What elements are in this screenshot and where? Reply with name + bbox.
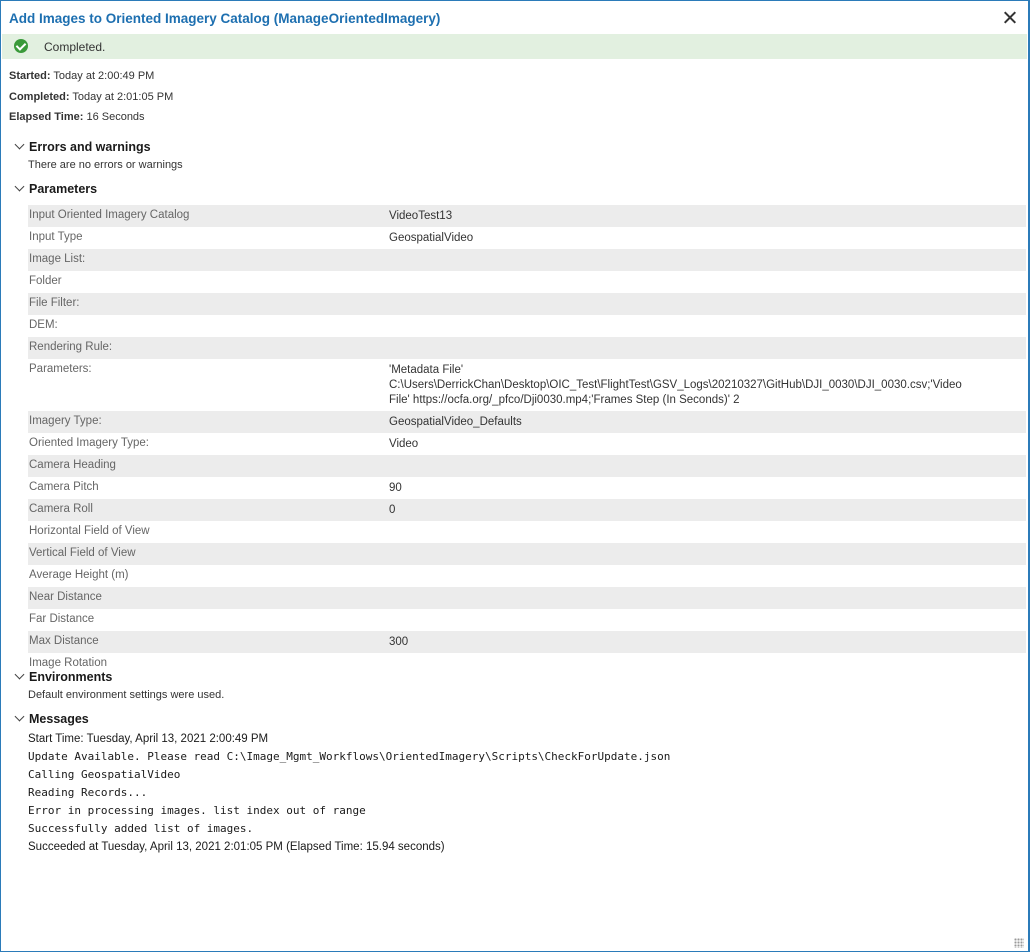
parameter-row xyxy=(28,477,1026,499)
parameter-name: Image List: xyxy=(29,253,86,265)
parameter-row xyxy=(28,293,1026,315)
resize-grip-icon[interactable] xyxy=(1014,938,1024,948)
chevron-down-icon xyxy=(15,670,25,680)
elapsed-value: 16 Seconds xyxy=(86,111,145,123)
parameter-value xyxy=(389,543,1026,550)
parameter-row xyxy=(28,565,1026,587)
started-line xyxy=(9,70,154,82)
parameter-name: Far Distance xyxy=(29,613,95,625)
parameter-row xyxy=(28,249,1026,271)
parameter-value: 'Metadata File' C:\Users\DerrickChan\Desktop\OIC_Test\FlightTest\GSV_Logs\20210327\GitHub\DJI_0030\DJI_0030.csv;'Video File' https://ocfa.org/_pfco/Dji0030.mp4;'Frames Step (In Seconds)' 2 xyxy=(389,364,962,406)
environments-heading: Environments xyxy=(29,670,113,684)
parameter-row xyxy=(28,499,1026,521)
parameter-name: Camera Pitch xyxy=(29,481,99,493)
parameter-name: Image Rotation xyxy=(29,657,107,669)
elapsed-label: Elapsed Time: xyxy=(9,111,84,123)
messages-heading: Messages xyxy=(29,712,89,726)
parameter-value xyxy=(389,315,1026,322)
parameter-row xyxy=(28,609,1026,631)
parameter-value: VideoTest13 xyxy=(389,210,453,222)
elapsed-line xyxy=(9,111,145,123)
parameter-row xyxy=(28,433,1026,455)
parameter-row xyxy=(28,411,1026,433)
parameter-name: Parameters: xyxy=(29,363,92,375)
messages-section-header[interactable] xyxy=(16,712,89,726)
message-line: Successfully added list of images. xyxy=(28,822,254,835)
parameter-row xyxy=(28,337,1026,359)
status-banner xyxy=(2,34,1027,59)
parameter-name: Input Type xyxy=(29,231,83,243)
completed-value: Today at 2:01:05 PM xyxy=(72,91,174,103)
parameter-row xyxy=(28,543,1026,565)
parameter-name: Imagery Type: xyxy=(29,415,102,427)
chevron-down-icon xyxy=(15,140,25,150)
parameter-value xyxy=(389,455,1026,462)
parameter-name: Near Distance xyxy=(29,591,102,603)
parameters-heading: Parameters xyxy=(29,182,98,196)
parameter-value xyxy=(389,293,1026,300)
parameter-value xyxy=(389,249,1026,256)
message-line: Error in processing images. list index out of range xyxy=(28,804,366,817)
completed-label: Completed: xyxy=(9,91,70,103)
parameter-value: GeospatialVideo xyxy=(389,232,474,244)
parameter-value xyxy=(389,609,1026,616)
message-line: Update Available. Please read C:\Image_Mgmt_Workflows\OrientedImagery\Scripts\CheckForUpdate.json xyxy=(28,750,671,763)
parameter-row xyxy=(28,227,1026,249)
parameter-value: 0 xyxy=(389,504,396,516)
parameter-row xyxy=(28,359,1026,411)
parameter-name: Oriented Imagery Type: xyxy=(29,437,149,449)
parameter-value xyxy=(389,337,1026,344)
message-line: Calling GeospatialVideo xyxy=(28,768,181,781)
parameter-value xyxy=(389,653,1026,660)
parameter-name: Vertical Field of View xyxy=(29,547,136,559)
errors-heading: Errors and warnings xyxy=(29,140,151,154)
environments-note: Default environment settings were used. xyxy=(28,689,225,701)
parameter-name: DEM: xyxy=(29,319,58,331)
parameter-value: Video xyxy=(389,438,419,450)
parameter-value xyxy=(389,565,1026,572)
close-icon[interactable] xyxy=(1002,10,1018,26)
parameter-name: Camera Roll xyxy=(29,503,93,515)
parameter-row xyxy=(28,587,1026,609)
parameters-section-header[interactable] xyxy=(16,182,97,196)
errors-note: There are no errors or warnings xyxy=(28,159,183,171)
message-line: Reading Records... xyxy=(28,786,148,799)
parameters-table xyxy=(28,205,1026,675)
parameter-row xyxy=(28,521,1026,543)
parameter-value xyxy=(389,521,1026,528)
parameter-name: Max Distance xyxy=(29,635,99,647)
completed-line xyxy=(9,91,173,103)
parameter-row xyxy=(28,315,1026,337)
success-check-icon xyxy=(14,39,28,53)
message-line: Succeeded at Tuesday, April 13, 2021 2:01:05 PM (Elapsed Time: 15.94 seconds) xyxy=(28,841,445,853)
parameter-name: Camera Heading xyxy=(29,459,116,471)
parameter-row xyxy=(28,653,1026,675)
started-label: Started: xyxy=(9,70,51,82)
parameter-name: Rendering Rule: xyxy=(29,341,113,353)
messages-list xyxy=(28,730,670,856)
errors-section-header[interactable] xyxy=(16,140,151,154)
window-title: Add Images to Oriented Imagery Catalog (ManageOrientedImagery) xyxy=(9,11,441,26)
environments-section-header[interactable] xyxy=(16,670,112,684)
parameter-name: File Filter: xyxy=(29,297,80,309)
parameter-value: 300 xyxy=(389,636,409,648)
chevron-down-icon xyxy=(15,182,25,192)
title-bar xyxy=(1,1,1028,34)
parameter-name: Input Oriented Imagery Catalog xyxy=(29,209,190,221)
parameter-value: 90 xyxy=(389,482,402,494)
started-value: Today at 2:00:49 PM xyxy=(53,70,155,82)
chevron-down-icon xyxy=(15,712,25,722)
parameter-name: Horizontal Field of View xyxy=(29,525,150,537)
parameter-row xyxy=(28,205,1026,227)
status-text: Completed. xyxy=(44,40,106,54)
parameter-value: GeospatialVideo_Defaults xyxy=(389,416,522,428)
parameter-value xyxy=(389,271,1026,278)
parameter-value xyxy=(389,587,1026,594)
parameter-name: Folder xyxy=(29,275,62,287)
parameter-row xyxy=(28,455,1026,477)
parameter-name: Average Height (m) xyxy=(29,569,129,581)
parameter-row xyxy=(28,631,1026,653)
message-line: Start Time: Tuesday, April 13, 2021 2:00:49 PM xyxy=(28,733,269,745)
parameter-row xyxy=(28,271,1026,293)
